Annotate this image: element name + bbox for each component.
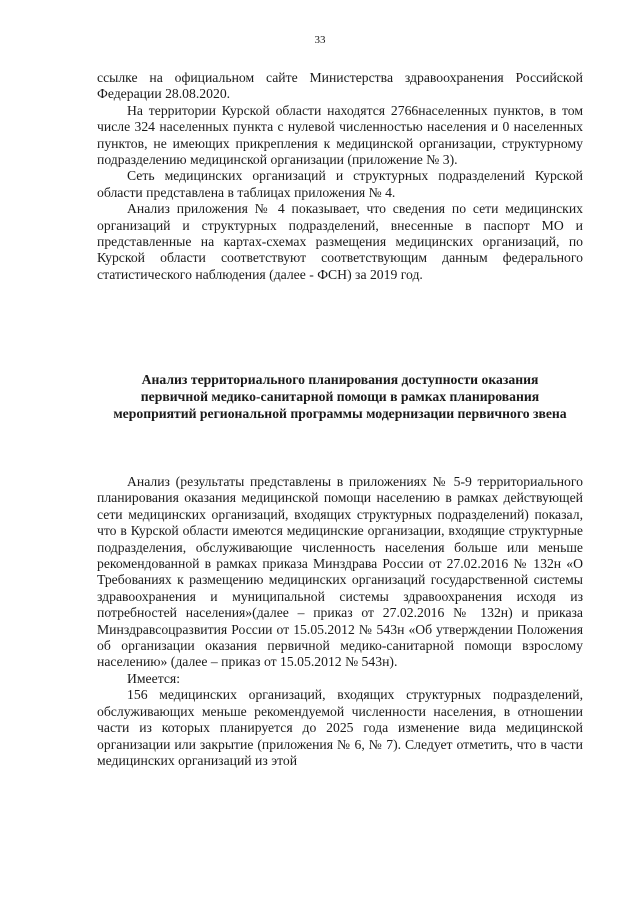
body-text-bottom (97, 474, 583, 769)
paragraph: 156 медицинских организаций, входящих структурных подразделений, обслуживающих меньше рекомендуемой численности населения, в отношении части из которых планируется до 2025 года изменение вида медицинской организации или закрытие (приложения № 6, № 7). Следует отметить, что в части медицинских организаций из этой (97, 687, 583, 768)
paragraph: Имеется: (127, 670, 181, 686)
body-text-top (97, 70, 583, 283)
page-number: 33 (314, 34, 326, 46)
paragraph: На территории Курской области находятся 2766населенных пунктов, в том числе 324 населенных пункта с нулевой численностью населения и 0 населенных пунктов, не имеющих прикрепления к медицинской организации, структурному подразделению медицинской организации (приложение № 3). (97, 102, 583, 168)
paragraph: Сеть медицинских организаций и структурных подразделений Курской области представлена в таблицах приложения № 4. (97, 168, 583, 200)
paragraph: ссылке на официальном сайте Министерства здравоохранения Российской Федерации 28.08.2020. (97, 70, 583, 102)
paragraph: Анализ (результаты представлены в приложениях № 5-9 территориального планирования оказания медицинской помощи населению в рамках действующей сети медицинских организаций, входящих структурных подразделений) показал, что в Курской области имеются медицинские организации, входящие структурные подразделения, обслуживающие численность населения больше или меньше рекомендованной в рамках приказа Минздрава России от 27.02.2016 № 132н «О Требованиях к размещению медицинских организаций государственной системы здравоохранения и муниципальной системы здравоохранения исходя из потребностей населения»(далее – приказ от 27.02.2016 № 132н) и приказа Минздравсоцразвития России от 15.05.2012 № 543н «Об утверждении Положения об организации оказания первичной медико-санитарной помощи взрослому населению» (далее – приказ от 15.05.2012 № 543н). (97, 474, 583, 670)
section-heading: Анализ территориального планирования доступности оказания первичной медико-санитарной помощи в рамках планирования мероприятий региональной программы модернизации первичного звена (113, 372, 567, 421)
paragraph: Анализ приложения № 4 показывает, что сведения по сети медицинских организаций и структурных подразделений, внесенные в паспорт МО и представленные на картах-схемах размещения медицинских организаций, по Курской области соответствуют соответствующим данным федерального статистического наблюдения (далее - ФСН) за 2019 год. (97, 201, 583, 282)
